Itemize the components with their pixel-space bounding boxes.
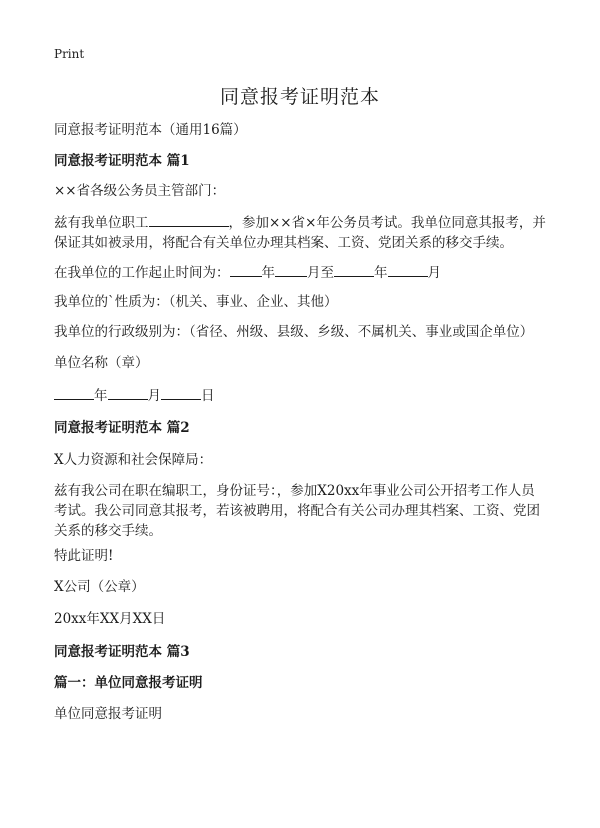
date-month-blank — [108, 385, 148, 400]
work-time-line — [54, 262, 441, 283]
document-subtitle: 同意报考证明范本（通用16篇） — [54, 122, 247, 138]
addressee-1: ××省各级公务员主管部门： — [54, 183, 226, 199]
section-heading-1: 同意报考证明范本 篇1 — [54, 153, 190, 169]
addressee-2: X人力资源和社会保障局： — [54, 452, 213, 468]
employee-name-blank — [149, 212, 229, 227]
work-time-month-1: 月至 — [307, 265, 334, 281]
paragraph-1-line-2: 保证其如被录用，将配合有关单位办理其档案、工资、党团关系的移交手续。 — [54, 235, 513, 251]
work-time-year-1: 年 — [261, 265, 275, 281]
section-3-body-start: 单位同意报考证明 — [54, 706, 162, 722]
paragraph-2-line-3: 关系的移交手续。 — [54, 523, 162, 539]
signature-date-line — [54, 385, 215, 406]
work-time-month-start-blank — [275, 262, 307, 277]
company-seal-line: X公司（公章） — [54, 579, 145, 595]
paragraph-1-text-b: ，参加××省×年公务员考试。我单位同意其报考，并 — [228, 215, 546, 231]
unit-nature-line: 我单位的`性质为：（机关、事业、企业、其他） — [54, 294, 338, 310]
section-heading-3: 同意报考证明范本 篇3 — [54, 644, 190, 660]
work-time-year-2: 年 — [374, 265, 388, 281]
print-label: Print — [54, 47, 85, 61]
date-day-label: 日 — [201, 388, 215, 404]
paragraph-2-line-1: 兹有我公司在职在编职工，身份证号：，参加X20xx年事业公司公开招考工作人员 — [54, 483, 535, 499]
date-year-label: 年 — [94, 388, 108, 404]
work-time-month-2: 月 — [427, 265, 441, 281]
work-time-year-start-blank — [230, 262, 262, 277]
paragraph-1-text-a: 兹有我单位职工 — [54, 215, 149, 231]
date-day-blank — [161, 385, 201, 400]
unit-level-line: 我单位的行政级别为：（省径、州级、县级、乡级、不属机关、事业或国企单位） — [54, 324, 534, 340]
section-heading-2: 同意报考证明范本 篇2 — [54, 420, 190, 436]
section-3-sub-heading: 篇一：单位同意报考证明 — [54, 675, 203, 691]
date-month-label: 月 — [147, 388, 161, 404]
unit-name-line: 单位名称（章） — [54, 355, 149, 371]
date-year-blank — [54, 385, 94, 400]
special-certify-line: 特此证明! — [54, 548, 114, 564]
section-2-date-line: 20xx年XX月XX日 — [54, 611, 166, 627]
paragraph-1-line-1 — [54, 212, 546, 233]
work-time-label: 在我单位的工作起止时间为： — [54, 265, 230, 281]
paragraph-2-line-2: 考试。我公司同意其报考，若该被聘用，将配合有关公司办理其档案、工资、党团 — [54, 503, 540, 519]
work-time-year-end-blank — [334, 262, 374, 277]
page-title: 同意报考证明范本 — [219, 86, 380, 108]
work-time-month-end-blank — [388, 262, 428, 277]
